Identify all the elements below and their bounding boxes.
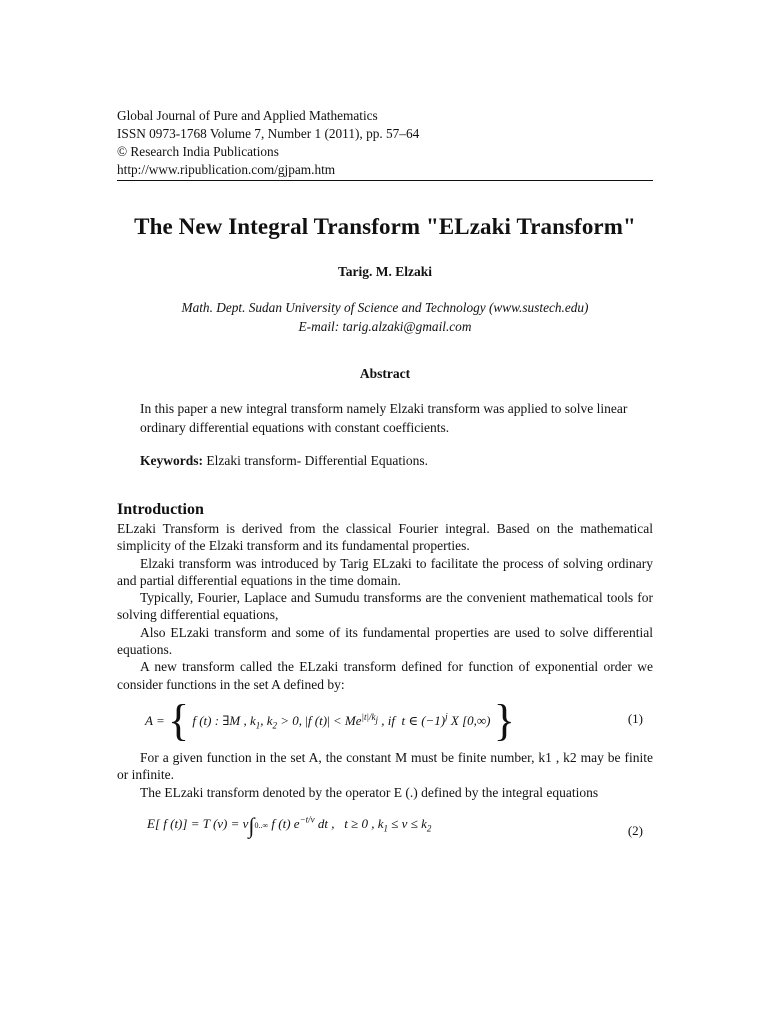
paragraph: Elzaki transform was introduced by Tarig ELzaki to facilitate the process of solving ordinary and partial differential equations in the time domain. — [117, 555, 653, 588]
journal-header — [117, 107, 653, 179]
equation-1 — [117, 693, 653, 749]
journal-issn: ISSN 0973-1768 Volume 7, Number 1 (2011), pp. 57–64 — [117, 126, 420, 141]
journal-url[interactable]: http://www.ripublication.com/gjpam.htm — [117, 162, 336, 177]
author-name: Tarig. M. Elzaki — [337, 264, 432, 279]
journal-name: Global Journal of Pure and Applied Mathematics — [117, 108, 378, 123]
keywords-text: Elzaki transform- Differential Equations. — [203, 453, 429, 468]
equation-2-formula: E[ f (t)] = T (v) = v∫0..∞ f (t) $e^{-t/v}$ dt , t ≥ 0 , $k_1 \le v \le k_2$ — [147, 812, 432, 838]
equation-1-formula: A = { f (t) : ∃M , $k_1$, $k_2 > 0$, |f $(t)| < Me^{|t|/k_j}$ , if t ∈ $(-1)^j$ X [0,∞) } — [145, 695, 515, 745]
abstract-heading: Abstract — [359, 366, 411, 381]
equation-2-number: (2) — [627, 822, 643, 838]
affiliation-line: Math. Dept. Sudan University of Science and Technology (www.sustech.edu) — [181, 300, 589, 315]
paragraph: For a given function in the set A, the constant M must be finite number, k1 , k2 may be finite or infinite. — [117, 749, 653, 783]
paper-page — [117, 107, 653, 859]
abstract-text: In this paper a new integral transform namely Elzaki transform was applied to solve linear ordinary differential equations with constant coefficients. — [140, 401, 628, 435]
keywords — [117, 453, 653, 469]
paragraph: Typically, Fourier, Laplace and Sumudu transforms are the convenient mathematical tools for solving differential equations, — [117, 590, 653, 623]
author-email: E-mail: tarig.alzaki@gmail.com — [298, 319, 472, 334]
keywords-label: Keywords: — [140, 453, 203, 468]
paragraph: Also ELzaki transform and some of its fundamental properties are used to solve differential equations. — [117, 624, 653, 658]
paragraph: ELzaki Transform is derived from the classical Fourier integral. Based on the mathematical simplicity of the Elzaki transform and its fundamental properties. — [117, 521, 653, 554]
paper-title: The New Integral Transform "ELzaki Transform" — [134, 214, 636, 239]
paragraph: The ELzaki transform denoted by the operator E (.) defined by the integral equations — [140, 784, 599, 800]
publisher: © Research India Publications — [117, 144, 279, 159]
equation-1-number: (1) — [627, 710, 643, 726]
paragraph: A new transform called the ELzaki transform defined for function of exponential order we consider functions in the set A defined by: — [117, 659, 653, 692]
header-divider — [117, 180, 653, 181]
equation-2 — [117, 801, 653, 859]
section-heading-introduction: Introduction — [117, 501, 204, 518]
author-affiliation — [117, 298, 653, 336]
